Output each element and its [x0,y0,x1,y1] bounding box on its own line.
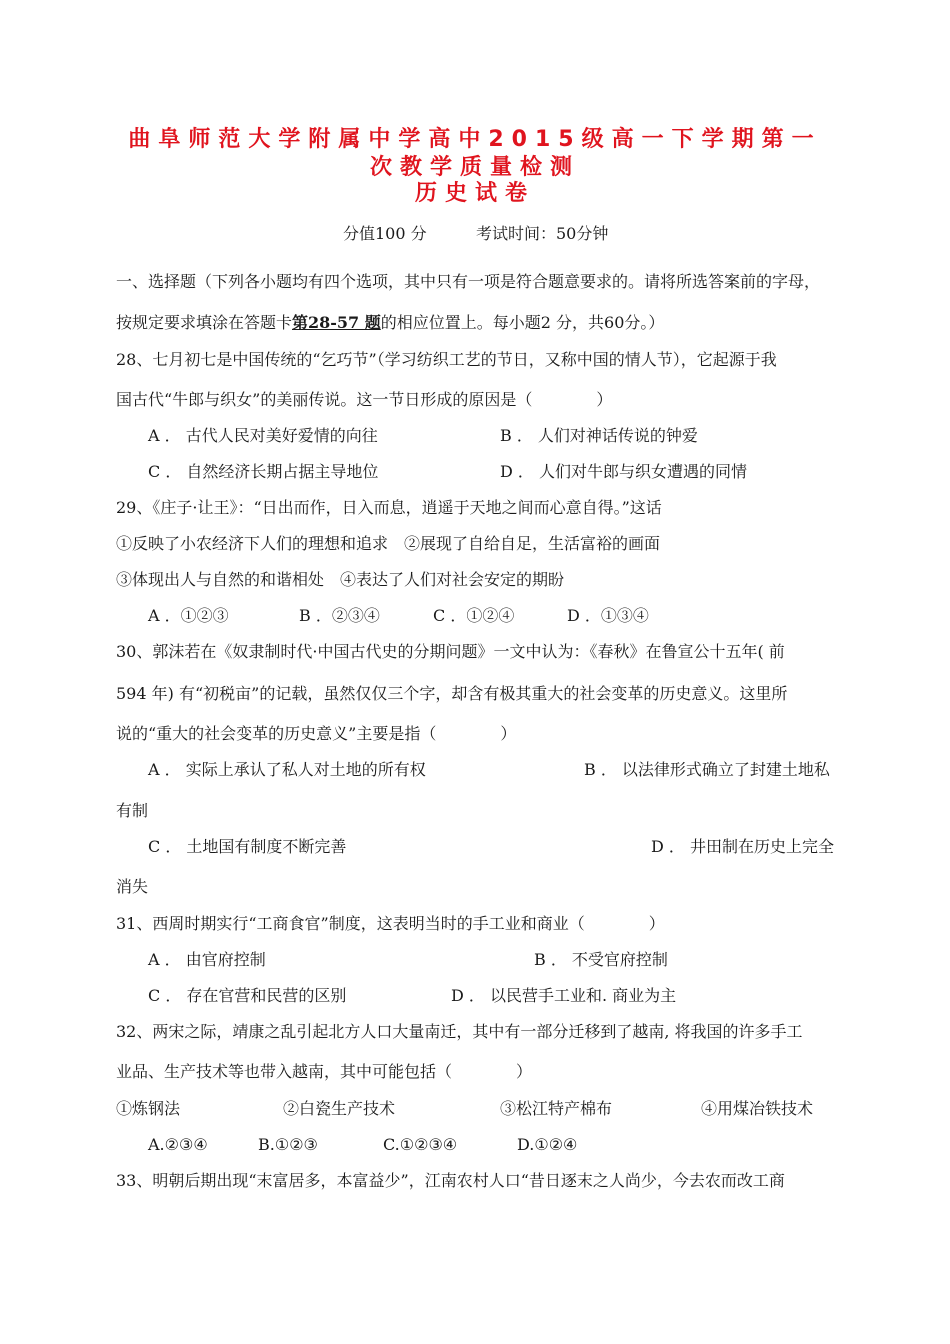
question-28-option-b: B ． 人们对神话传说的钟爱 [500,426,698,445]
question-31-option-d: D ． 以民营手工业和. 商业为主 [451,986,677,1005]
question-28-option-a: A ． 古代人民对美好爱情的向往 [148,426,378,445]
question-29-line-1: 29、《庄子·让王》：“日出而作，日入而息，逍遥于天地之间而心意自得。”这话 [116,498,662,517]
question-29-option-b: B ．②③④ [299,606,380,625]
exam-title-line-2: 次教学质量检测 [369,155,580,180]
question-28-option-d: D ． 人们对牛郎与织女遭遇的同情 [500,462,748,481]
question-29-line-3: ③体现出人与自然的和谐相处 ④表达了人们对社会安定的期盼 [116,570,565,589]
question-32-option-b: B.①②③ [258,1135,318,1154]
question-30-line-3: 说的“重大的社会变革的历史意义”主要是指（ ） [116,724,517,743]
question-32-item-3: ③松江特产棉布 [500,1099,613,1118]
section-instructions-line-2: 按规定要求填涂在答题卡第28-57 题的相应位置上。每小题2 分，共60分。） [116,313,665,332]
question-29-option-d: D ．①③④ [567,606,649,625]
question-32-item-4: ④用煤冶铁技术 [701,1099,814,1118]
exam-title-line-1: 曲阜师范大学附属中学高中2015级高一下学期第一 [128,127,822,152]
question-32-option-c: C.①②③④ [383,1135,458,1154]
question-32-option-d: D.①②④ [517,1135,578,1154]
score-info: 分值100 分 [343,224,427,243]
question-32-item-2: ②白瓷生产技术 [283,1099,396,1118]
exam-subject-title: 历史试卷 [414,181,535,206]
question-30-option-b-continued: 有制 [116,801,149,820]
question-32-option-a: A.②③④ [148,1135,208,1154]
question-29-line-2: ①反映了小农经济下人们的理想和追求 ②展现了自给自足，生活富裕的画面 [116,534,661,553]
question-28-line-2: 国古代“牛郎与织女”的美丽传说。这一节日形成的原因是（ ） [116,390,613,409]
question-30-line-1: 30、郭沫若在《奴隶制时代·中国古代史的分期问题》一文中认为：《春秋》在鲁宣公十五年( 前 [116,642,785,661]
question-30-option-d-continued: 消失 [116,877,149,896]
section-instructions-line-1: 一、选择题（下列各小题均有四个选项，其中只有一项是符合题意要求的。请将所选答案前的字母， [116,272,821,291]
question-28-line-1: 28、七月初七是中国传统的“乞巧节”（学习纺织工艺的节日，又称中国的情人节），它起源于我 [116,350,777,369]
question-28-option-c: C ． 自然经济长期占据主导地位 [148,462,379,481]
question-31-option-c: C ． 存在官营和民营的区别 [148,986,347,1005]
question-30-option-a: A ． 实际上承认了私人对土地的所有权 [148,760,426,779]
question-32-line-1: 32、两宋之际，靖康之乱引起北方人口大量南迁，其中有一部分迁移到了越南, 将我国的许多手工 [116,1022,803,1041]
question-29-option-a: A ．①②③ [148,606,229,625]
time-info: 考试时间：50分钟 [476,224,609,243]
question-33-line-1: 33、明朝后期出现“末富居多，本富益少”，江南农村人口“昔日逐末之人尚少，今去农而改工商 [116,1171,785,1190]
question-31-line-1: 31、西周时期实行“工商食官”制度，这表明当时的手工业和商业（ ） [116,914,665,933]
question-30-line-2: 594 年) 有“初税亩”的记载，虽然仅仅三个字，却含有极其重大的社会变革的历史意义。这里所 [116,684,788,703]
question-30-option-d: D ． 井田制在历史上完全 [651,837,835,856]
question-29-option-c: C ．①②④ [433,606,515,625]
question-32-line-2: 业品、生产技术等也带入越南，其中可能包括（ ） [116,1062,533,1081]
question-31-option-a: A ． 由官府控制 [148,950,266,969]
question-30-option-c: C ． 土地国有制度不断完善 [148,837,347,856]
question-30-option-b: B ． 以法律形式确立了封建土地私 [584,760,830,779]
question-32-item-1: ①炼钢法 [116,1099,181,1118]
question-31-option-b: B ． 不受官府控制 [534,950,668,969]
